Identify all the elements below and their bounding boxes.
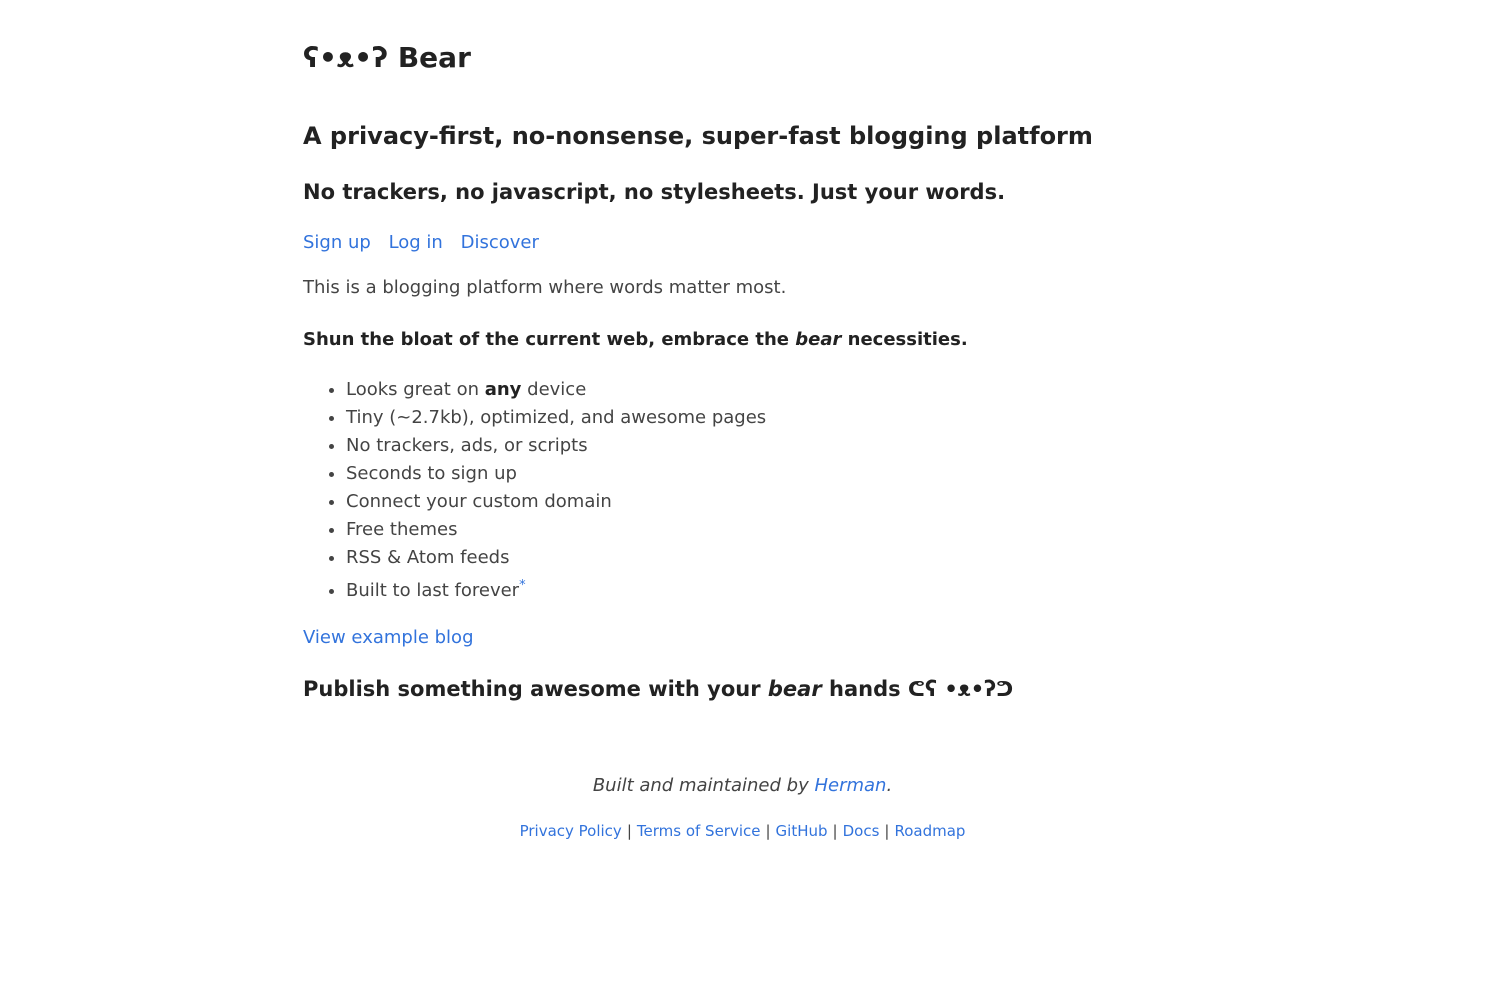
intro-text: This is a blogging platform where words matter most. (303, 277, 787, 298)
main-nav (303, 231, 551, 255)
tagline-after: necessities. (841, 329, 968, 350)
view-example-blog-link[interactable]: View example blog (303, 627, 474, 648)
call-to-action (303, 674, 1013, 704)
feature-list (303, 376, 766, 600)
list-item: • RSS & Atom feeds (346, 544, 766, 572)
log-in-link[interactable]: Log in (388, 232, 443, 253)
cta-emphasis: bear (767, 677, 822, 701)
cta-after: hands ᕦʕ •ᴥ•ʔᕤ (821, 677, 1014, 701)
example-blog-container (303, 626, 474, 650)
list-item (346, 572, 766, 600)
separator: | (626, 822, 632, 840)
list-item: • No trackers, ads, or scripts (346, 432, 766, 460)
terms-of-service-link[interactable]: Terms of Service (636, 822, 761, 840)
feature-text: device (521, 379, 587, 400)
footer-credit (0, 774, 1485, 798)
credit-text: Built and maintained by (592, 775, 815, 796)
footnote-link[interactable]: * (519, 578, 526, 593)
sign-up-link[interactable]: Sign up (303, 232, 371, 253)
list-item: • Seconds to sign up (346, 460, 766, 488)
list-item: • Tiny (~2.7kb), optimized, and awesome pages (346, 404, 766, 432)
site-title[interactable] (303, 40, 471, 76)
page-headline: A privacy-first, no-nonsense, super-fast blogging platform (303, 122, 1093, 150)
separator: | (832, 822, 838, 840)
list-item (346, 376, 766, 404)
separator: | (884, 822, 890, 840)
separator: | (765, 822, 771, 840)
github-link[interactable]: GitHub (775, 822, 828, 840)
tagline-before: Shun the bloat of the current web, embrace the (303, 329, 796, 350)
home-link[interactable] (303, 41, 471, 74)
feature-text: Looks great on (346, 379, 485, 400)
site-title-text: Bear (397, 41, 471, 74)
credit-period: . (886, 775, 893, 796)
cta-before: Publish something awesome with your (303, 677, 768, 701)
bear-logo-icon: ʕ•ᴥ•ʔ (303, 41, 389, 74)
page-subheadline: No trackers, no javascript, no stylesheets. Just your words. (303, 180, 1006, 204)
discover-link[interactable]: Discover (460, 232, 539, 253)
roadmap-link[interactable]: Roadmap (894, 822, 966, 840)
author-link[interactable]: Herman (814, 775, 887, 796)
feature-text: Built to last forever (346, 580, 520, 601)
tagline-emphasis: bear (795, 329, 842, 350)
privacy-policy-link[interactable]: Privacy Policy (519, 822, 622, 840)
footer-links (0, 820, 1485, 842)
list-item: • Free themes (346, 516, 766, 544)
tagline (303, 328, 968, 352)
docs-link[interactable]: Docs (842, 822, 880, 840)
list-item: • Connect your custom domain (346, 488, 766, 516)
feature-bold: any (484, 379, 522, 400)
